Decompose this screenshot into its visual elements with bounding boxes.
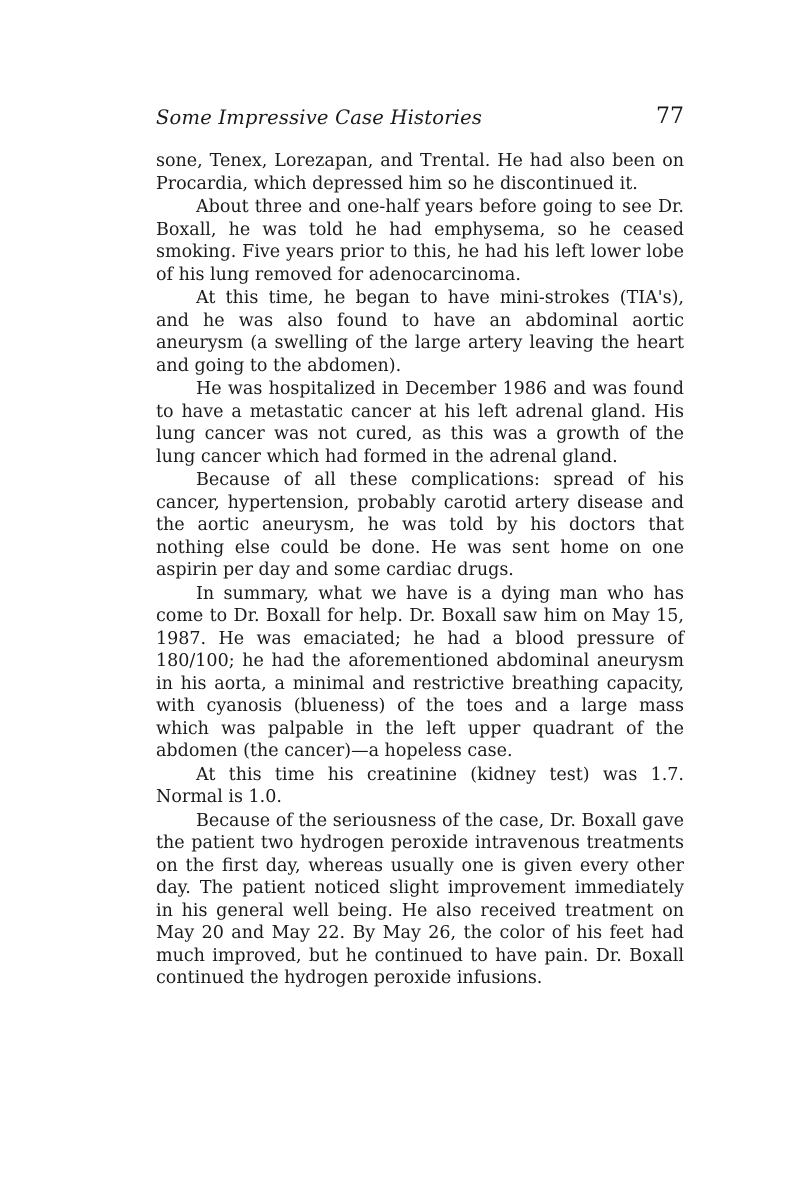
book-page	[156, 104, 684, 991]
paragraph: About three and one-half years before going to see Dr. Boxall, he was told he had emphysema, so he ceased smoking. Five years prior to this, he had his left lower lobe of his lung removed for adenocarcinoma.	[156, 197, 684, 285]
running-head-title: Some Impressive Case Histories	[156, 106, 483, 129]
body-text	[156, 150, 684, 990]
page-number: 77	[656, 104, 684, 129]
running-head	[156, 104, 684, 138]
paragraph: At this time, he began to have mini-strokes (TIA's), and he was also found to have an abdominal aortic aneurysm (a swelling of the large artery leaving the heart and going to the abdomen).	[156, 288, 684, 376]
paragraph: Because of all these complications: spread of his cancer, hypertension, probably carotid artery disease and the aortic aneurysm, he was told by his doctors that nothing else could be done. He was sent home on one aspirin per day and some cardiac drugs.	[156, 470, 684, 580]
paragraph: At this time his creatinine (kidney test) was 1.7. Normal is 1.0.	[156, 764, 684, 807]
paragraph: He was hospitalized in December 1986 and was found to have a metastatic cancer at his left adrenal gland. His lung cancer was not cured, as this was a growth of the lung cancer which had formed in the adrenal gland.	[156, 379, 684, 467]
paragraph: sone, Tenex, Lorezapan, and Trental. He had also been on Procardia, which depressed him so he discontinued it.	[156, 151, 684, 194]
paragraph: In summary, what we have is a dying man who has come to Dr. Boxall for help. Dr. Boxall saw him on May 15, 1987. He was emaciated; he had a blood pressure of 180/100; he had the aforementioned abdominal aneurysm in his aorta, a minimal and restrictive breathing capacity, with cyanosis (blueness) of the toes and a large mass which was palpable in the left upper quadrant of the abdomen (the cancer)—a hopeless case.	[156, 583, 684, 761]
paragraph: Because of the seriousness of the case, Dr. Boxall gave the patient two hydrogen peroxide intravenous treatments on the first day, whereas usually one is given every other day. The patient noticed slight improvement immediately in his general well being. He also received treatment on May 20 and May 22. By May 26, the color of his feet had much improved, but he continued to have pain. Dr. Boxall continued the hydrogen peroxide infusions.	[156, 810, 684, 988]
